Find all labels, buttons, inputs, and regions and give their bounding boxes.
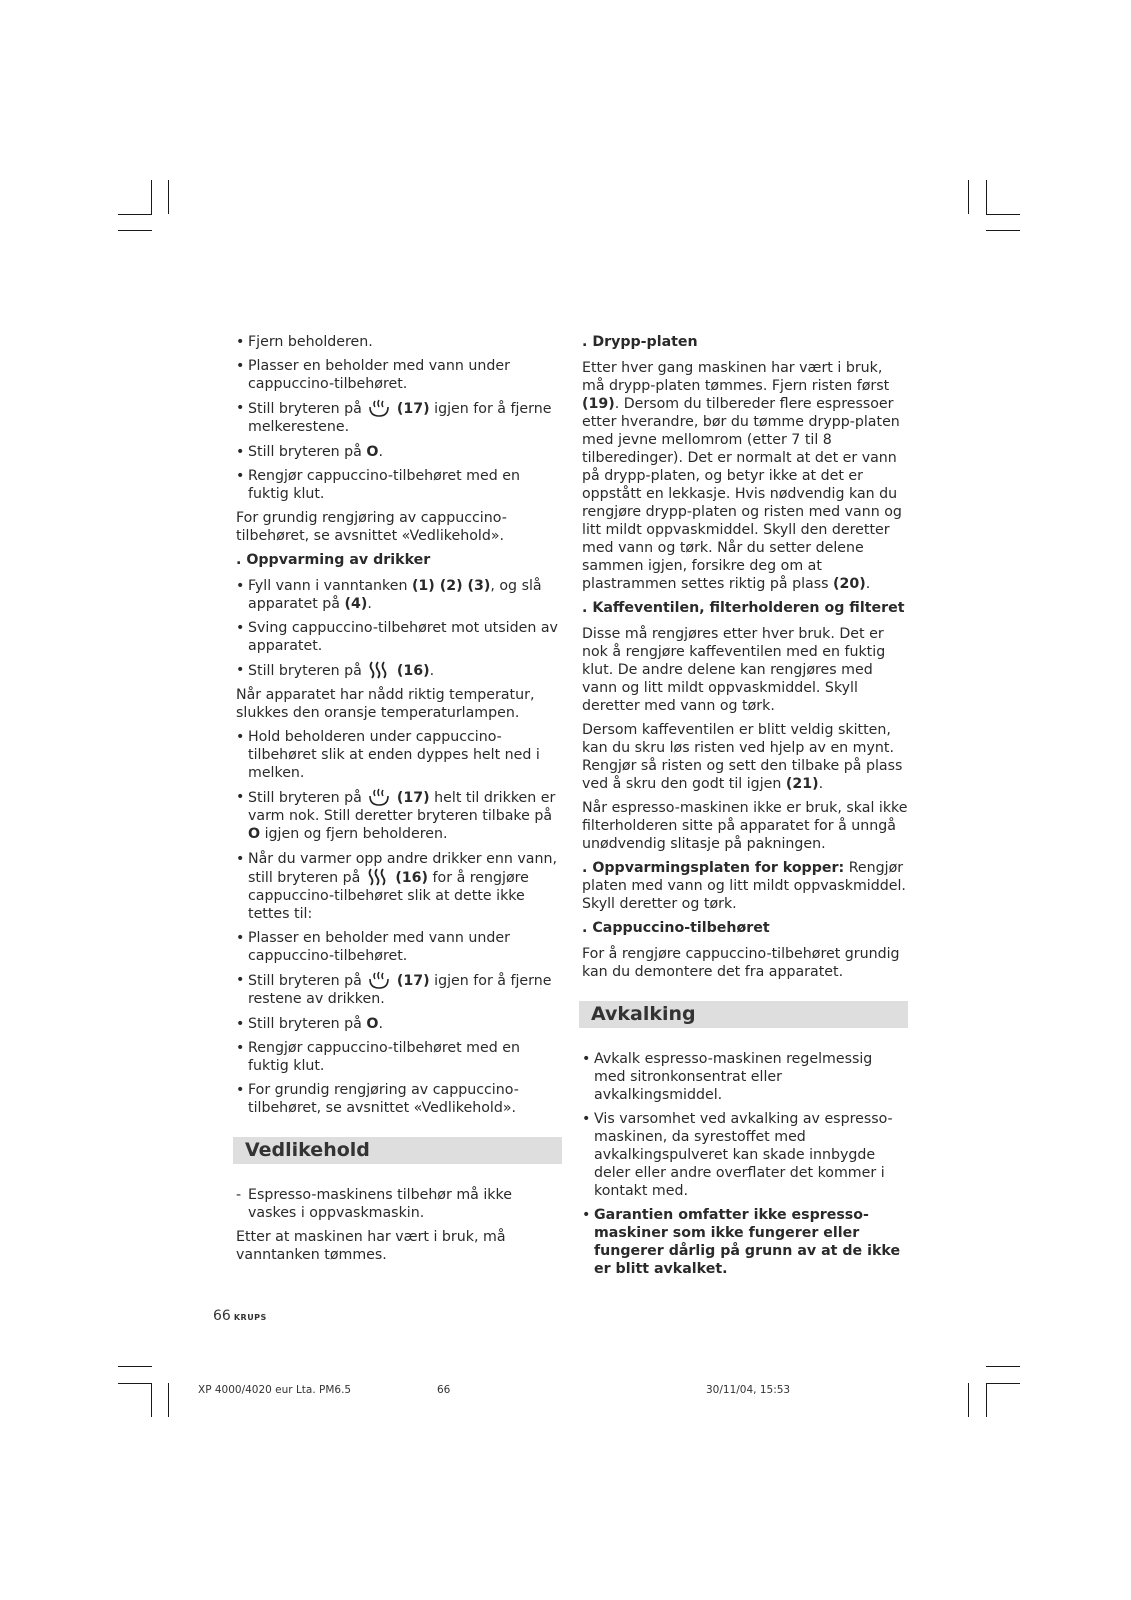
paragraph: Når espresso-maskinen ikke er bruk, skal ikke filterholderen sitte på apparatet for å unngå unødvendig slitasje på pakningen.	[582, 800, 908, 852]
crop-mark	[986, 1366, 1020, 1367]
list-item: • Still bryteren på O.	[236, 443, 562, 461]
list-item: • Still bryteren på (17) igjen for å fjerne restene av drikken.	[236, 971, 562, 1008]
crop-mark	[968, 1383, 969, 1417]
crop-mark	[151, 180, 152, 214]
crop-mark	[118, 230, 152, 231]
paragraph: For grundig rengjøring av cappuccino-tilbehøret, se avsnittet «Vedlikehold».	[236, 510, 507, 544]
list-item: • Vis varsomhet ved avkalking av espresso-maskinen, da syrestoffet med avkalkingspulveret kan skade innbygde deler eller andre overflater det kommer i kontakt med.	[582, 1110, 908, 1200]
steam-icon	[368, 971, 390, 989]
list-item: • Still bryteren på (17) helt til drikken er varm nok. Still deretter bryteren tilbake på O igjen og fjern beholderen.	[236, 788, 562, 843]
subheading: . Cappuccino-tilbehøret	[582, 920, 770, 936]
crop-mark	[968, 180, 969, 214]
subheading: . Oppvarmingsplaten for kopper:	[582, 860, 845, 876]
crop-mark	[118, 1366, 152, 1367]
heat-wave-icon	[367, 868, 389, 886]
list-item: • Rengjør cappuccino-tilbehøret med en fuktig klut.	[236, 1039, 562, 1075]
paragraph: Dersom kaffeventilen er blitt veldig skitten, kan du skru løs risten ved hjelp av en mynt. Rengjør så risten og sett den tilbake på plass ved å skru den godt til igjen (21).	[582, 722, 903, 792]
paragraph: Når apparatet har nådd riktig temperatur, slukkes den oransje temperaturlampen.	[236, 687, 535, 721]
list-item: • Fyll vann i vanntanken (1) (2) (3), og slå apparatet på (4).	[236, 577, 562, 613]
heat-wave-icon	[368, 661, 390, 679]
list-item: • Still bryteren på (16).	[236, 661, 562, 680]
steam-icon	[368, 399, 390, 417]
crop-mark	[986, 1383, 1020, 1384]
crop-mark	[168, 1383, 169, 1417]
crop-mark	[986, 1383, 987, 1417]
crop-mark	[151, 1383, 152, 1417]
list-item: • Hold beholderen under cappuccino-tilbehøret slik at enden dyppes helt ned i melken.	[236, 728, 562, 782]
paragraph: Disse må rengjøres etter hver bruk. Det er nok å rengjøre kaffeventilen med en fuktig klut. De andre delene kan rengjøres med vann og litt mildt oppvaskmiddel. Skyll deretter med vann og tørk.	[582, 626, 886, 714]
brand-name: KRUPS	[233, 1313, 267, 1322]
subheading: . Kaffeventilen, filterholderen og filteret	[582, 600, 905, 616]
list-item: • Still bryteren på O.	[236, 1015, 562, 1033]
print-slug-page: 66	[437, 1384, 451, 1396]
crop-mark	[168, 180, 169, 214]
list-item: • Still bryteren på (17) igjen for å fjerne melkerestene.	[236, 399, 562, 436]
crop-mark	[118, 1383, 152, 1384]
list-item: • Fjern beholderen.	[236, 333, 562, 351]
print-slug-file: XP 4000/4020 eur Lta. PM6.5	[198, 1384, 352, 1396]
page-number: 66 KRUPS	[213, 1308, 267, 1324]
list-item: • Plasser en beholder med vann under cappuccino-tilbehøret.	[236, 357, 562, 393]
paragraph: Etter hver gang maskinen har vært i bruk, må drypp-platen tømmes. Fjern risten først (19). Dersom du tilbereder flere espressoer etter hverandre, bør du tømme drypp-platen med jevne mellomrom (etter 7 til 8 tilberedinger). Det er normalt at det er vann på drypp-platen, og betyr ikke at det er oppstått en lekkasje. Hvis nødvendig kan du rengjøre drypp-platen og risten med vann og litt mildt oppvaskmiddel. Skyll den deretter med vann og tørk. Når du setter delene sammen igjen, forsikre deg om at plastrammen settes riktig på plass (20).	[582, 360, 902, 592]
steam-icon	[368, 788, 390, 806]
paragraph: Etter at maskinen har vært i bruk, må vanntanken tømmes.	[236, 1229, 506, 1263]
list-item: - Espresso-maskinens tilbehør må ikke vaskes i oppvaskmaskin.	[236, 1186, 562, 1222]
list-item: • Avkalk espresso-maskinen regelmessig med sitronkonsentrat eller avkalkingsmiddel.	[582, 1050, 908, 1104]
list-item: • Garantien omfatter ikke espresso-maskiner som ikke fungerer eller fungerer dårlig på grunn av at de ikke er blitt avkalket.	[582, 1206, 908, 1278]
section-heading: Avkalking	[579, 1001, 908, 1028]
section-heading: Vedlikehold	[233, 1137, 562, 1164]
list-item: • For grundig rengjøring av cappuccino-tilbehøret, se avsnittet «Vedlikehold».	[236, 1081, 562, 1117]
left-column	[236, 333, 562, 1270]
list-item: • Plasser en beholder med vann under cappuccino-tilbehøret.	[236, 929, 562, 965]
crop-mark	[986, 180, 987, 214]
right-column	[582, 333, 908, 1284]
print-slug-date: 30/11/04, 15:53	[706, 1384, 791, 1396]
list-item: • Rengjør cappuccino-tilbehøret med en fuktig klut.	[236, 467, 562, 503]
crop-mark	[986, 214, 1020, 215]
subheading: . Drypp-platen	[582, 334, 698, 350]
subheading: . Oppvarming av drikker	[236, 552, 431, 568]
list-item: • Sving cappuccino-tilbehøret mot utsiden av apparatet.	[236, 619, 562, 655]
paragraph: For å rengjøre cappuccino-tilbehøret grundig kan du demontere det fra apparatet.	[582, 946, 900, 980]
list-item: • Når du varmer opp andre drikker enn vann, still bryteren på (16) for å rengjøre cappuccino-tilbehøret slik at dette ikke tettes til:	[236, 850, 562, 923]
crop-mark	[986, 230, 1020, 231]
crop-mark	[118, 214, 152, 215]
paragraph: . Oppvarmingsplaten for kopper: Rengjør platen med vann og litt mildt oppvaskmiddel. Skyll deretter og tørk.	[582, 860, 906, 912]
